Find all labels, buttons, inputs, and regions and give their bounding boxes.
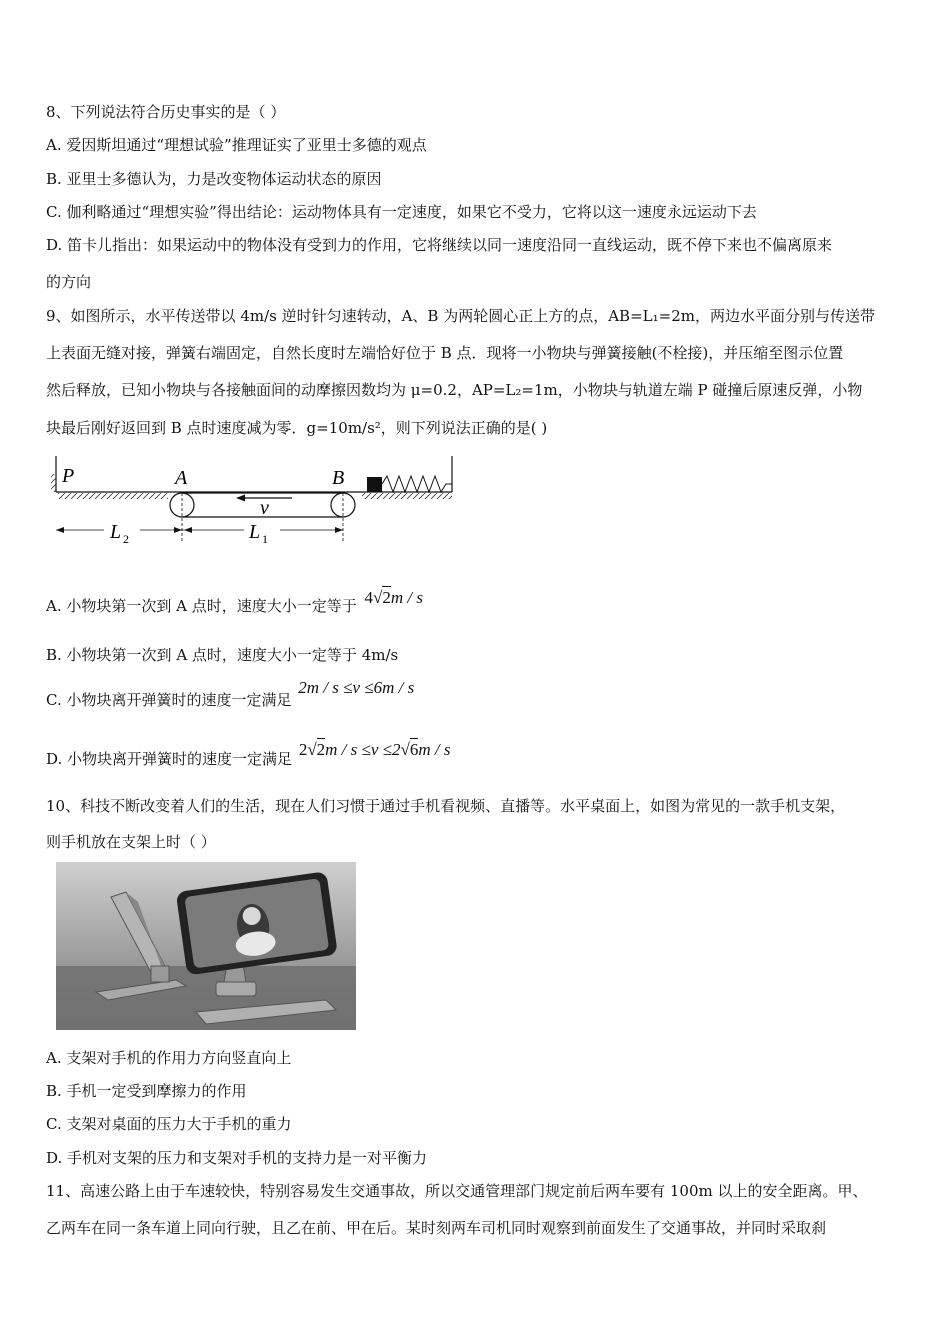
q8-option-b: B. 亚里士多德认为，力是改变物体运动状态的原因: [46, 170, 382, 188]
label-l1: L: [249, 521, 261, 543]
label-p: P: [62, 465, 75, 487]
q9-option-d-text: D. 小物块离开弹簧时的速度一定满足: [46, 750, 293, 768]
q10-stem-line1: 10、科技不断改变着人们的生活，现在人们习惯于通过手机看视频、直播等。水平桌面上，如图为常见的一款手机支架，: [46, 797, 846, 815]
phone-stand-photo: [56, 862, 356, 1030]
label-b: B: [332, 467, 345, 489]
q8-option-d: D. 笛卡儿指出：如果运动中的物体没有受到力的作用，它将继续以同一速度沿同一直线运动，既不停下来也不偏离原来: [46, 236, 833, 254]
q10-option-c: C. 支架对桌面的压力大于手机的重力: [46, 1115, 292, 1133]
q9-option-d-formula: 2√2m / s ≤v ≤2√6m / s: [298, 740, 451, 759]
q8-option-d-cont: 的方向: [46, 273, 92, 291]
q9-stem-line2: 上表面无缝对接，弹簧右端固定，自然长度时左端恰好位于 B 点．现将一小物块与弹簧接触(不栓接)，并压缩至图示位置: [46, 344, 844, 362]
label-l2-sub: 2: [123, 532, 129, 546]
q9-stem-line3: 然后释放，已知小物块与各接触面间的动摩擦因数均为 μ=0.2，AP=L₂=1m，小物块与轨道左端 P 碰撞后原速反弹，小物: [46, 381, 863, 399]
q10-option-d: D. 手机对支架的压力和支架对手机的支持力是一对平衡力: [46, 1149, 428, 1167]
q9-stem-line1: 9、如图所示，水平传送带以 4m/s 逆时针匀速转动，A、B 为两轮圆心正上方的点，AB=L₁=2m，两边水平面分别与传送带: [46, 307, 875, 325]
q9-option-c: [46, 678, 415, 710]
q11-stem-line2: 乙两车在同一条车道上同向行驶，且乙在前、甲在后。某时刻两车司机同时观察到前面发生了交通事故，并同时采取刹: [46, 1219, 827, 1237]
q9-option-d: [46, 740, 451, 769]
q8-option-c: C. 伽利略通过“理想实验”得出结论：运动物体具有一定速度，如果它不受力，它将以这一速度永远运动下去: [46, 203, 757, 221]
q9-option-b: B. 小物块第一次到 A 点时，速度大小一定等于 4m/s: [46, 646, 399, 664]
conveyor-belt-diagram: [46, 452, 466, 552]
block: [367, 477, 382, 492]
q9-option-a-text: A. 小物块第一次到 A 点时，速度大小一定等于: [46, 597, 357, 615]
label-a: A: [175, 467, 188, 489]
q9-option-a-formula: 4√2m / s: [364, 588, 423, 607]
spring: [382, 476, 452, 492]
label-v: v: [260, 497, 269, 519]
label-l2: L: [110, 521, 122, 543]
q10-option-a: A. 支架对手机的作用力方向竖直向上: [46, 1049, 292, 1067]
q9-option-a: [46, 588, 423, 616]
q10-stem-line2: 则手机放在支架上时（ ）: [46, 833, 216, 851]
q8-stem: 8、下列说法符合历史事实的是（ ）: [46, 103, 286, 121]
q11-stem-line1: 11、高速公路上由于车速较快，特别容易发生交通事故，所以交通管理部门规定前后两车要有 100m 以上的安全距离。甲、: [46, 1182, 868, 1200]
label-l1-sub: 1: [262, 532, 268, 546]
q9-stem-line4: 块最后刚好返回到 B 点时速度减为零．g=10m/s²，则下列说法正确的是( ): [46, 419, 548, 437]
q8-option-a: A. 爱因斯坦通过“理想试验”推理证实了亚里士多德的观点: [46, 136, 427, 154]
q9-option-c-text: C. 小物块离开弹簧时的速度一定满足: [46, 691, 292, 709]
q10-option-b: B. 手机一定受到摩擦力的作用: [46, 1082, 247, 1100]
q9-option-c-formula: 2m / s ≤v ≤6m / s: [298, 678, 415, 697]
